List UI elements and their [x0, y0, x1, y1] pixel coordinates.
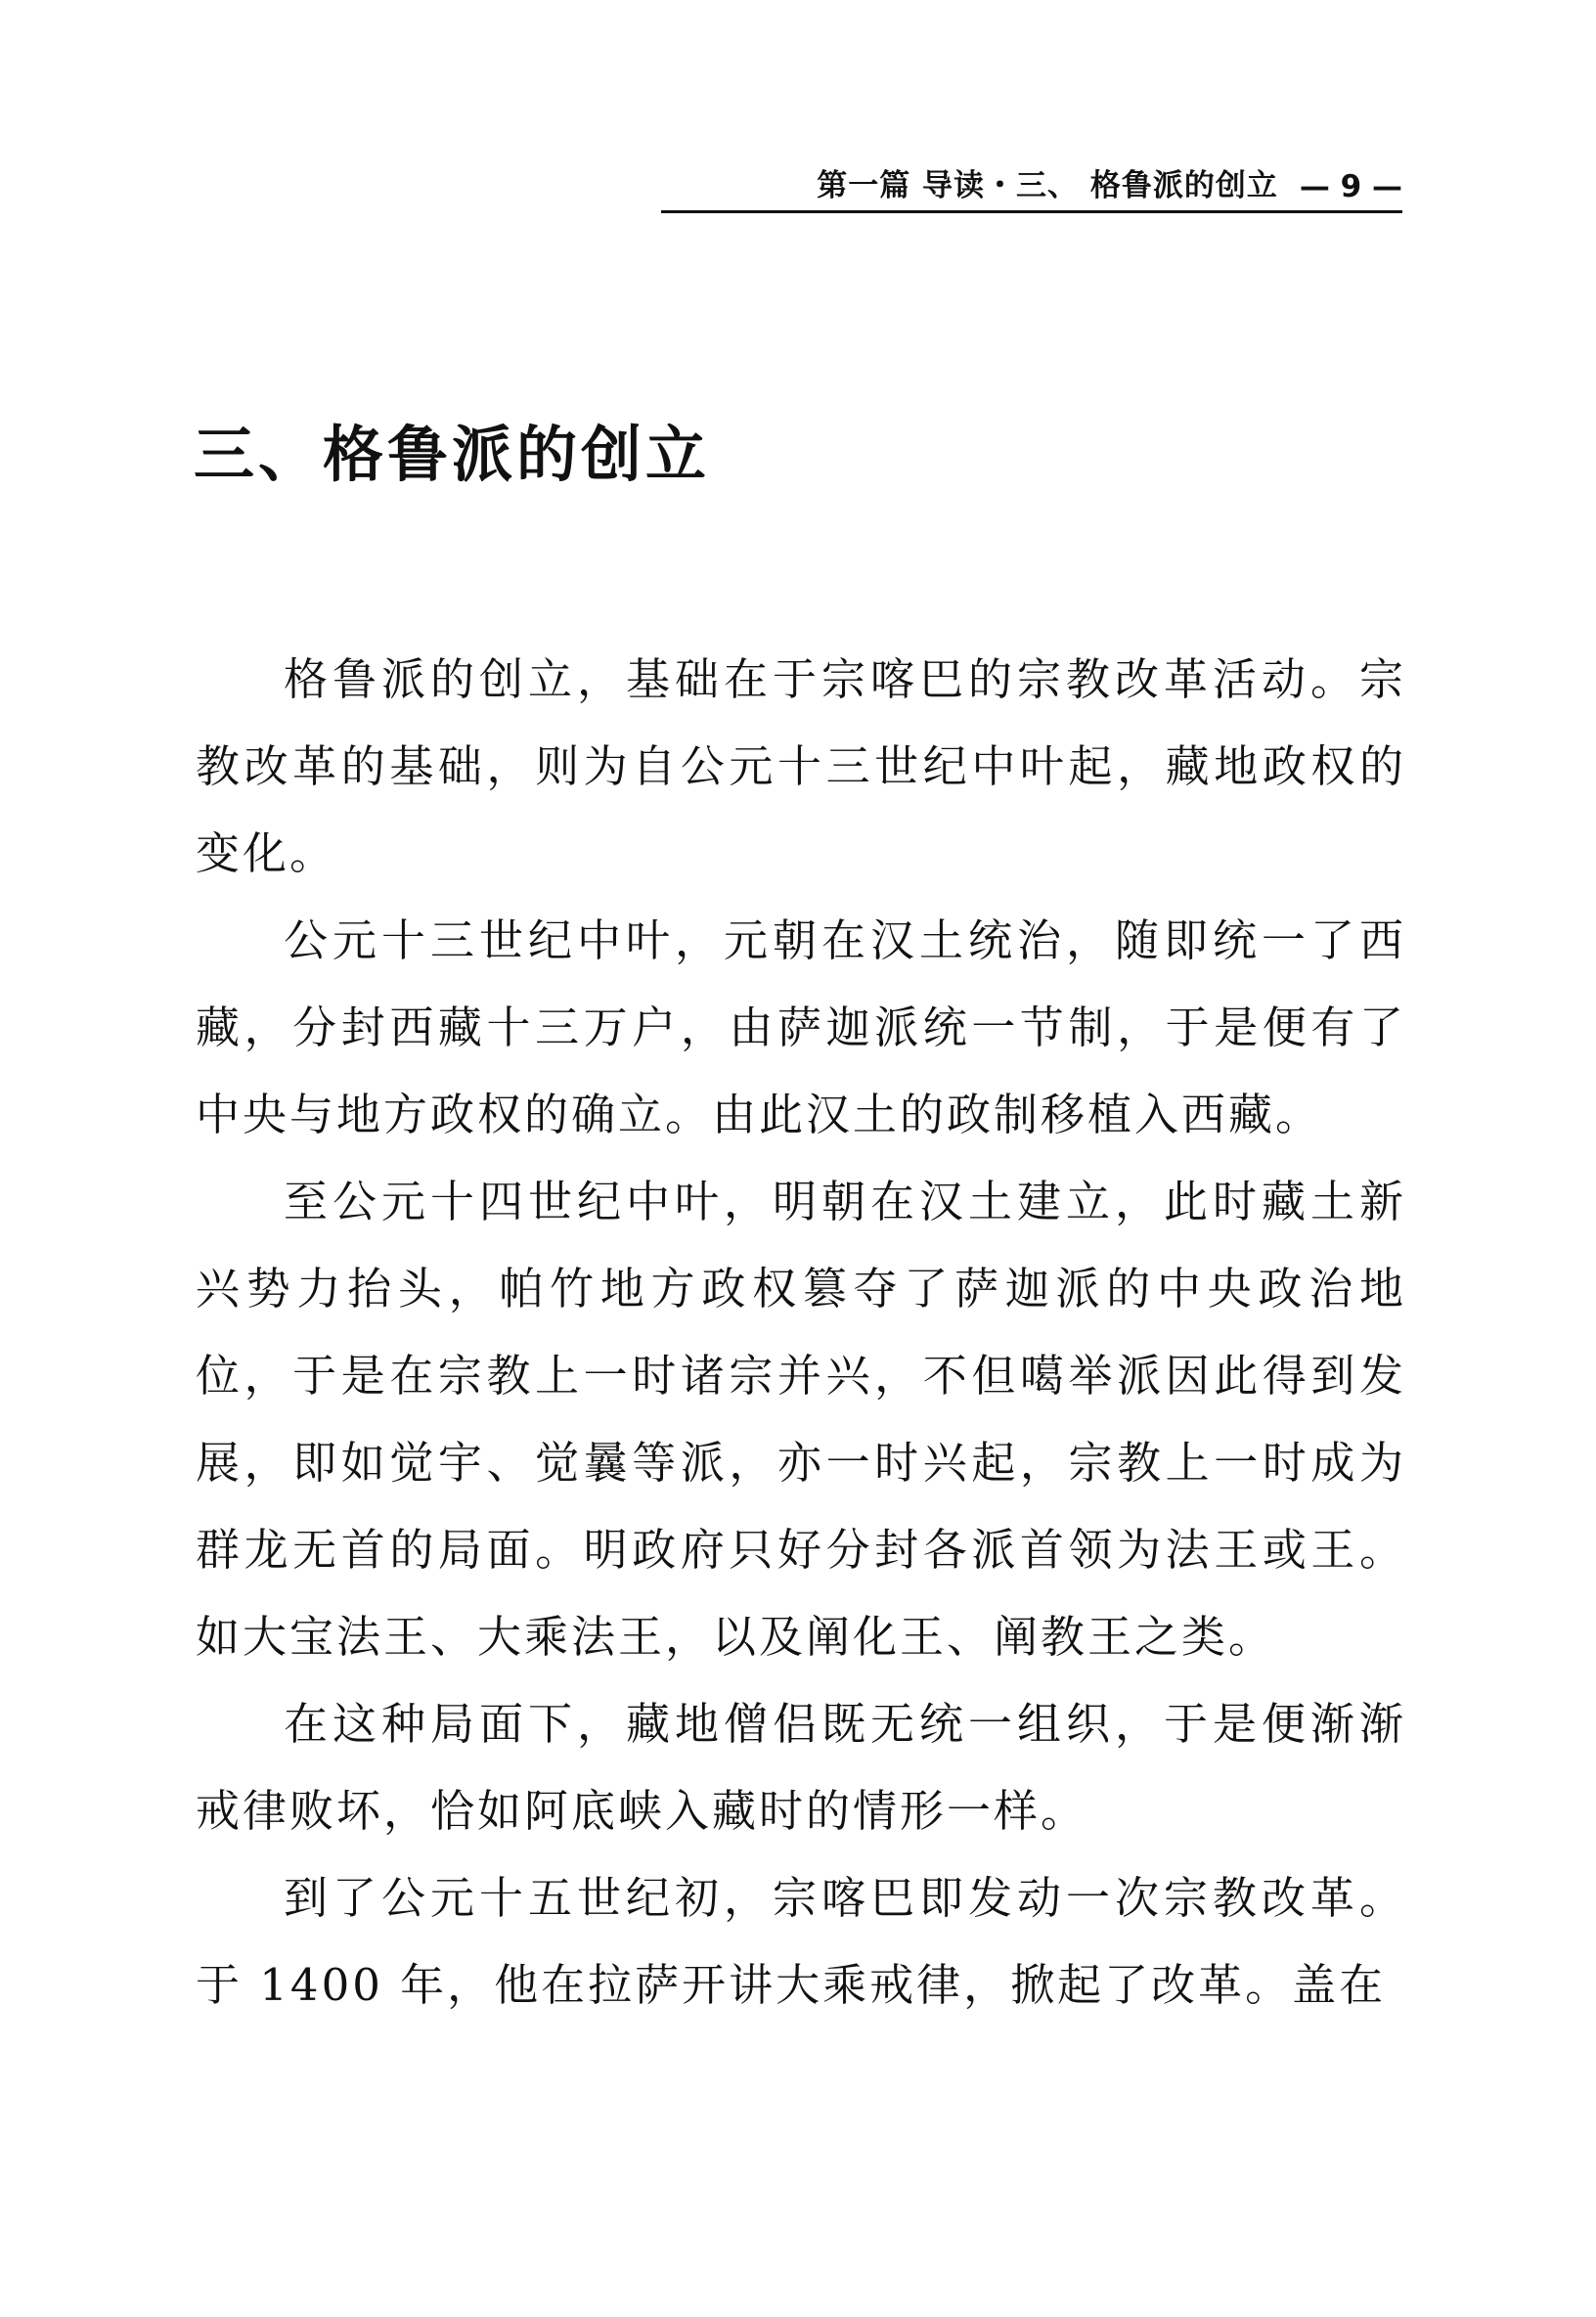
- paragraph: 公元十三世纪中叶，元朝在汉土统治，随即统一了西藏，分封西藏十三万户，由萨迦派统一节制，于是便有了中央与地方政权的确立。由此汉土的政制移植入西藏。: [196, 914, 1406, 1140]
- section-title: 三、格鲁派的创立: [194, 419, 711, 490]
- running-header: [661, 164, 1402, 213]
- paragraph: 到了公元十五世纪初，宗喀巴即发动一次宗教改革。于 1400 年，他在拉萨开讲大乘戒律，掀起了改革。盖在: [196, 1872, 1406, 2011]
- page-number: — 9 —: [1299, 169, 1402, 204]
- body-text: [196, 636, 1406, 2028]
- paragraph: 格鲁派的创立，基础在于宗喀巴的宗教改革活动。宗教改革的基础，则为自公元十三世纪中叶起，藏地政权的变化。: [196, 653, 1406, 879]
- paragraph: 在这种局面下，藏地僧侣既无统一组织，于是便渐渐戒律败坏，恰如阿底峡入藏时的情形一样。: [196, 1698, 1406, 1837]
- paragraph: 至公元十四世纪中叶，明朝在汉土建立，此时藏土新兴势力抬头，帕竹地方政权篡夺了萨迦派的中央政治地位，于是在宗教上一时诸宗并兴，不但噶举派因此得到发展，即如觉宇、觉曩等派，亦一时兴起，宗教上一时成为群龙无首的局面。明政府只好分封各派首领为法王或王。如大宝法王、大乘法王，以及阐化王、阐教王之类。: [196, 1176, 1406, 1663]
- running-header-title: 第一篇 导读・三、 格鲁派的创立: [817, 168, 1278, 203]
